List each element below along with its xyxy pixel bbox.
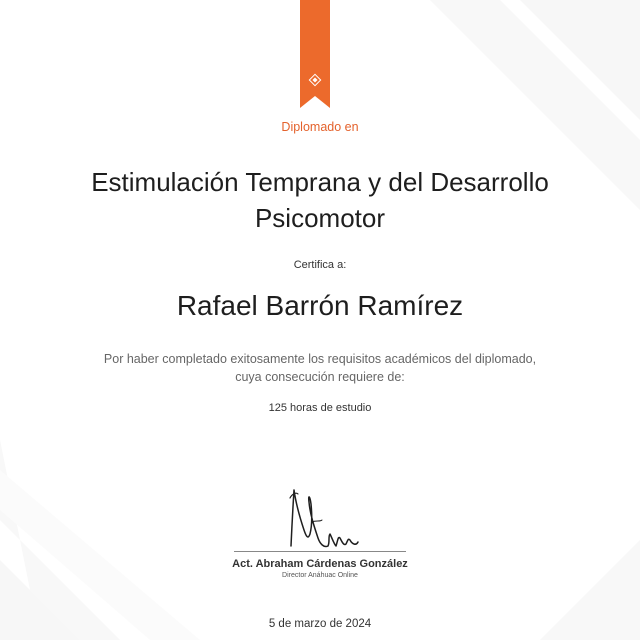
description-line-2: cuya consecución requiere de:: [235, 370, 405, 384]
course-title-line-2: Psicomotor: [254, 203, 386, 233]
recipient-name: Rafael Barrón Ramírez: [176, 290, 464, 321]
study-hours: 125 horas de estudio: [268, 402, 372, 414]
course-title-line-1: Estimulación Temprana y del Desarrollo: [91, 167, 549, 197]
signatory-title: Director Anáhuac Online: [282, 572, 358, 579]
description-line-1: Por haber completado exitosamente los requisitos académicos del diplomado,: [103, 352, 537, 366]
ribbon: [300, 0, 330, 108]
handwritten-signature: [220, 484, 420, 556]
program-type-label: Diplomado en: [281, 120, 359, 134]
issue-date: 5 de marzo de 2024: [268, 618, 372, 630]
description: [0, 350, 640, 386]
certifies-label: Certifica a:: [293, 259, 347, 271]
signature-line: [234, 551, 406, 552]
signature-block: [220, 484, 420, 584]
course-title: [0, 164, 640, 236]
signatory-name: Act. Abraham Cárdenas González: [232, 558, 408, 570]
